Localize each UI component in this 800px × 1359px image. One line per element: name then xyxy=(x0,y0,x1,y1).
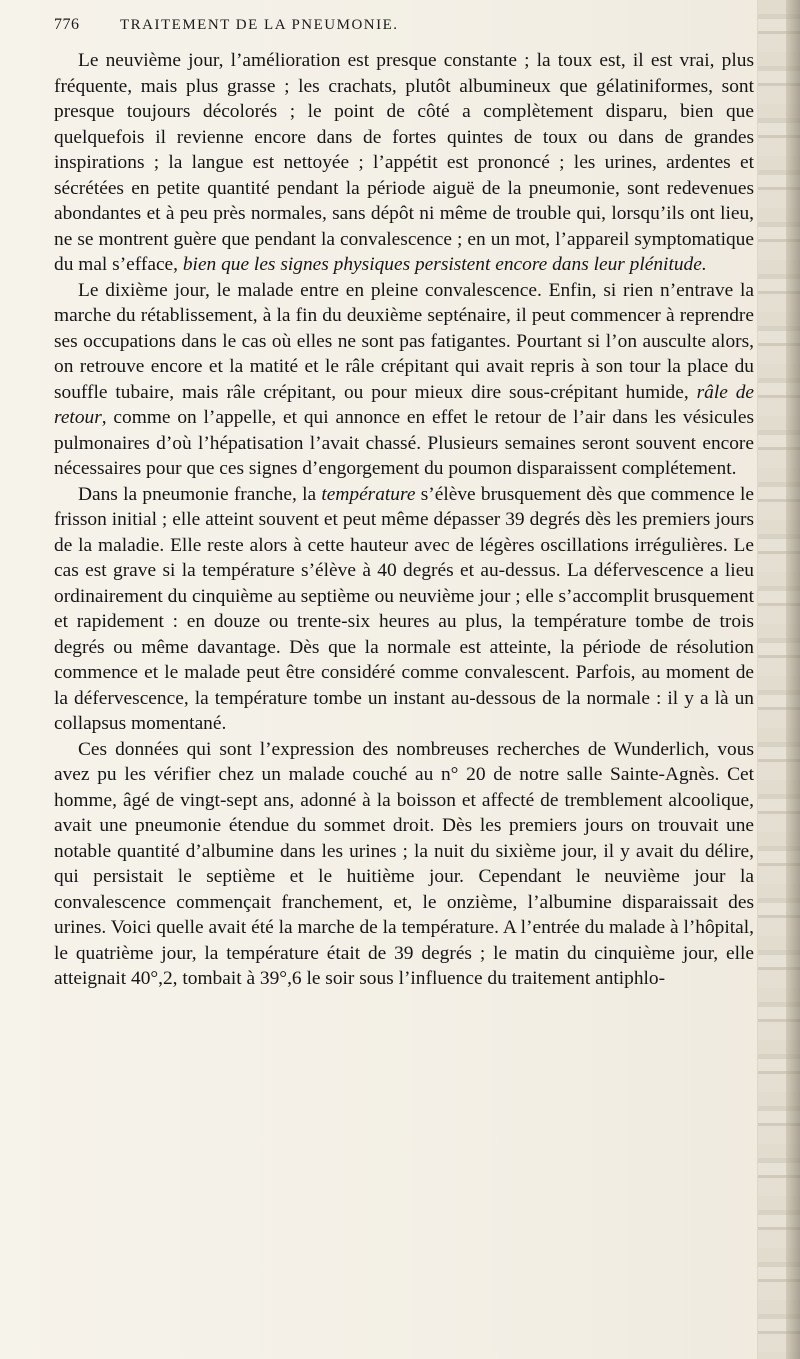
paragraph-1-segment-2: bien que les signes physiques persistent encore dans leur plénitude. xyxy=(182,254,707,275)
paragraph-1 xyxy=(54,48,754,278)
paragraph-2-segment-3: , comme on l’appelle, et qui annonce en effet le retour de l’air dans les vésicules pulmonaires d’où l’hépatisation l’avait chassé. Plusieurs semaines seront souvent encore nécessaires pour que ces signes d’engorgement du poumon disparaissent complétement. xyxy=(54,407,754,479)
paragraph-4 xyxy=(54,737,754,992)
paragraph-2-segment-1: Le dixième jour, le malade entre en pleine convalescence. Enfin, si rien n’entrave la marche du rétablissement, à la fin du deuxième septénaire, il peut commencer à reprendre ses occupations dans le cas où elles ne sont pas fatigantes. Pourtant si l’on ausculte alors, on retrouve encore et la matité et le râle crépitant qui avait repris à son tour la place du souffle tubaire, mais râle crépitant, ou pour mieux dire sous-crépitant humide, xyxy=(54,279,754,403)
page-header xyxy=(54,16,754,42)
page-binding-edge xyxy=(786,0,800,1359)
body-text xyxy=(54,48,754,992)
paragraph-2-segment-2: râle de retour xyxy=(54,381,754,428)
paragraph-2 xyxy=(54,278,754,482)
paragraph-3-segment-3: s’élève brusquement dès que commence le frisson initial ; elle atteint souvent et peut même dépasser 39 degrés dès les premiers jours de la maladie. Elle reste alors à cette hauteur avec de légères oscillations irrégulières. Le cas est grave si la température s’élève à 40 degrés et au-dessus. La défervescence a lieu ordinairement du cinquième au septième ou neuvième jour ; elle s’accomplit brusquement et rapidement : en douze ou trente-six heures au plus, la température tombe de trois degrés ou même davantage. Dès que la normale est atteinte, la période de résolution commence et le malade peut être considéré comme convalescent. Parfois, au moment de la défervescence, la température tombe un instant au-dessous de la normale : il y a là un collapsus momentané. xyxy=(54,483,754,734)
paragraph-3-segment-2: température xyxy=(321,483,416,505)
paragraph-4-segment-1: Ces données qui sont l’expression des nombreuses recherches de Wunderlich, vous avez pu les vérifier chez un malade couché au n° 20 de notre salle Sainte-Agnès. Cet homme, âgé de vingt-sept ans, adonné à la boisson et affecté de tremblement alcoolique, avait une pneumonie étendue du sommet droit. Dès les premiers jours on trouvait une notable quantité d’albumine dans les urines ; la nuit du sixième jour, il y avait du délire, qui persistait le septième et le huitième jour. Cependant le neuvième jour la convalescence commençait franchement, et, le onzième, l’albumine disparaissait des urines. Voici quelle avait été la marche de la température. A l’entrée du malade à l’hôpital, le quatrième jour, la température était de 39 degrés ; le matin du cinquième jour, elle atteignait 40°,2, tombait à 39°,6 le soir sous l’influence du traitement antiphlo- xyxy=(54,738,754,989)
paragraph-3 xyxy=(54,482,754,737)
running-title: TRAITEMENT DE LA PNEUMONIE. xyxy=(120,17,399,33)
paragraph-1-segment-1: Le neuvième jour, l’amélioration est presque constante ; la toux est, il est vrai, plus fréquente, mais plus grasse ; les crachats, plutôt albumineux que gélatiniformes, sont presque toujours décolorés ; le point de côté a complètement disparu, bien que quelquefois il revienne encore dans de fortes quintes de toux ou dans de grandes inspirations ; la langue est nettoyée ; l’appétit est prononcé ; les urines, ardentes et sécrétées en petite quantité pendant la période aiguë de la pneumonie, sont redevenues abondantes et à peu près normales, sans dépôt ni même de trouble qui, lorsqu’ils ont lieu, ne se montrent guère que pendant la convalescence ; en un mot, l’appareil symptomatique du mal s’efface, xyxy=(54,50,754,275)
page-number: 776 xyxy=(54,16,80,33)
paragraph-3-segment-1: Dans la pneumonie franche, la xyxy=(78,483,322,505)
